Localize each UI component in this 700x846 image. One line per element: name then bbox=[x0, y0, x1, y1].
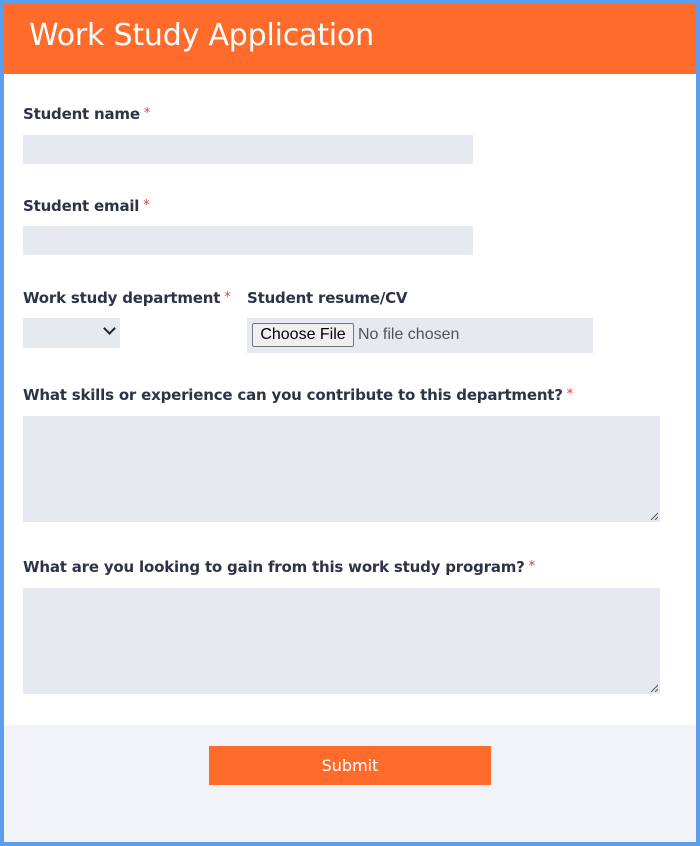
student-email-label-text: Student email bbox=[23, 197, 140, 215]
student-name-label bbox=[23, 104, 150, 124]
student-email-label bbox=[23, 196, 150, 216]
department-label-text: Work study department bbox=[23, 289, 221, 307]
required-marker: * bbox=[143, 106, 151, 121]
gain-label-text: What are you looking to gain from this work study program? bbox=[23, 558, 525, 576]
resume-label-text: Student resume/CV bbox=[247, 289, 408, 307]
form-header bbox=[4, 4, 696, 74]
department-label bbox=[23, 288, 231, 308]
gain-textarea[interactable] bbox=[23, 588, 660, 694]
skills-textarea[interactable] bbox=[23, 416, 660, 522]
choose-file-button[interactable]: Choose File bbox=[252, 323, 354, 347]
form-footer bbox=[4, 725, 696, 842]
skills-label bbox=[23, 385, 573, 405]
student-name-input[interactable] bbox=[23, 135, 473, 164]
form-container bbox=[4, 4, 696, 842]
skills-label-text: What skills or experience can you contribute to this department? bbox=[23, 386, 563, 404]
required-marker: * bbox=[224, 290, 231, 305]
department-select[interactable] bbox=[23, 318, 120, 348]
chevron-down-icon bbox=[103, 322, 116, 335]
gain-label bbox=[23, 557, 535, 577]
file-status-text: No file chosen bbox=[358, 326, 460, 343]
resize-grip-icon[interactable] bbox=[650, 512, 658, 520]
required-marker: * bbox=[528, 559, 535, 574]
student-name-label-text: Student name bbox=[23, 105, 140, 123]
resize-grip-icon[interactable] bbox=[650, 684, 658, 692]
required-marker: * bbox=[566, 387, 574, 402]
resume-label bbox=[247, 288, 407, 308]
resume-file-input bbox=[247, 318, 593, 353]
submit-button[interactable]: Submit bbox=[209, 746, 491, 785]
form-title: Work Study Application bbox=[29, 18, 374, 53]
required-marker: * bbox=[143, 198, 150, 213]
student-email-input[interactable] bbox=[23, 226, 473, 255]
